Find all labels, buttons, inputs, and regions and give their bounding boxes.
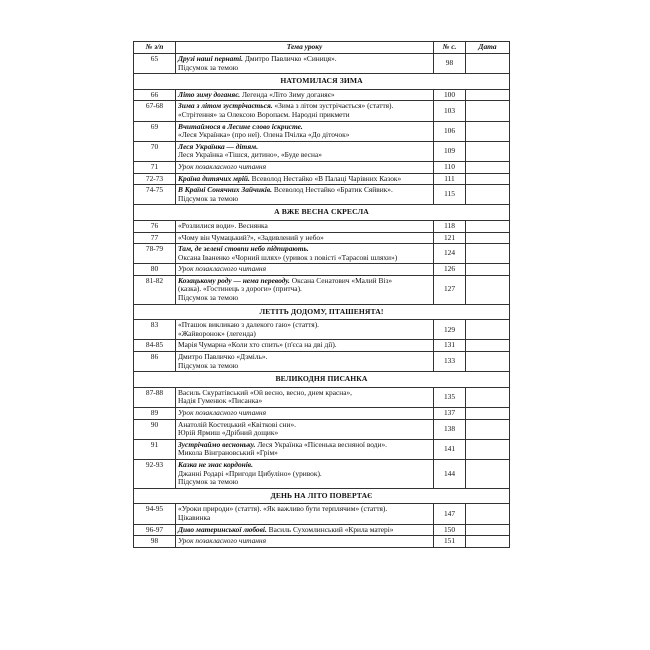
date-cell[interactable] — [466, 141, 510, 161]
lesson-topic — [176, 161, 434, 173]
section-title: А ВЖЕ ВЕСНА СКРЕСЛА — [134, 205, 510, 221]
date-cell[interactable] — [466, 419, 510, 439]
topic-line — [178, 64, 431, 73]
lesson-topic — [176, 536, 434, 548]
topic-heading: Там, де зелені стовпи небо підпирають. — [178, 244, 309, 254]
topic-text: «Жайворонок» (легенда) — [178, 328, 256, 338]
topic-heading: Зустрічаймо весноньку. — [178, 439, 256, 449]
topic-note: Урок позакласного читання — [178, 536, 267, 546]
topic-text: Підсумок за темою — [178, 477, 239, 487]
topic-text: Підсумок за темою — [178, 360, 239, 370]
lesson-number: 84-85 — [134, 340, 176, 352]
topic-text: Цікавинка — [178, 512, 211, 522]
page-number: 141 — [434, 439, 466, 459]
date-cell[interactable] — [466, 275, 510, 304]
topic-text: Підсумок за темою — [178, 193, 239, 203]
topic-heading: Вчитаймося в Лесине слово іскристе. — [178, 121, 303, 131]
date-cell[interactable] — [466, 352, 510, 372]
lesson-number: 77 — [134, 232, 176, 244]
page-number: 103 — [434, 101, 466, 121]
topic-line — [178, 111, 431, 120]
table-row — [134, 352, 510, 372]
lesson-topic — [176, 419, 434, 439]
lesson-topic — [176, 320, 434, 340]
date-cell[interactable] — [466, 121, 510, 141]
header-page: № с. — [434, 42, 466, 54]
section-title: ЛЕТІТЬ ДОДОМУ, ПТАШЕНЯТА! — [134, 304, 510, 320]
page-number: 127 — [434, 275, 466, 304]
topic-line — [178, 341, 431, 350]
topic-line — [178, 151, 431, 160]
topic-line — [178, 330, 431, 339]
topic-text: Легенда «Літо Зиму доганяє» — [240, 89, 335, 99]
topic-text: Леся Українка «Тішся, дитино», «Буде весна» — [178, 150, 322, 160]
topic-heading: Літо зиму доганяє. — [178, 89, 241, 99]
topic-line — [178, 514, 431, 523]
table-row — [134, 232, 510, 244]
header-date: Дата — [466, 42, 510, 54]
lesson-plan-table — [133, 41, 510, 548]
topic-text: Дмитро Павличко «Дзміль». — [178, 352, 268, 362]
topic-text: Підсумок за темою — [178, 293, 239, 303]
lesson-topic — [176, 275, 434, 304]
page-number: 98 — [434, 54, 466, 74]
lesson-number: 83 — [134, 320, 176, 340]
date-cell[interactable] — [466, 459, 510, 488]
table-row — [134, 504, 510, 524]
topic-text: «Розлилися води». Веснянка — [178, 220, 268, 230]
topic-note: Урок позакласного читання — [178, 408, 267, 417]
date-cell[interactable] — [466, 220, 510, 232]
date-cell[interactable] — [466, 173, 510, 185]
date-cell[interactable] — [466, 185, 510, 205]
table-row — [134, 220, 510, 232]
lesson-topic — [176, 89, 434, 101]
lesson-number: 91 — [134, 439, 176, 459]
table-row — [134, 275, 510, 304]
lesson-topic — [176, 352, 434, 372]
header-topic: Тема уроку — [176, 42, 434, 54]
lesson-topic — [176, 141, 434, 161]
topic-text: «Пташок викликаю з далекого гаю» (стаття). — [178, 320, 320, 330]
table-header-row — [134, 42, 510, 54]
page-number: 138 — [434, 419, 466, 439]
topic-text: Всеволод Нестайко «Братик Сяйвик». — [271, 185, 393, 195]
section-title: НАТОМИЛАСЯ ЗИМА — [134, 74, 510, 90]
lesson-topic — [176, 439, 434, 459]
topic-line — [178, 505, 431, 514]
topic-text: Василь Скуратівський «Ой весно, весно, днем красна», — [178, 387, 353, 397]
lesson-topic — [176, 524, 434, 536]
lesson-number: 80 — [134, 264, 176, 276]
topic-line — [178, 131, 431, 140]
lesson-number: 66 — [134, 89, 176, 101]
page-number: 106 — [434, 121, 466, 141]
table-body — [134, 54, 510, 548]
topic-text: Всеволод Нестайко «В Палаці Чарівних Казок» — [249, 173, 402, 183]
date-cell[interactable] — [466, 340, 510, 352]
page-number: 121 — [434, 232, 466, 244]
page-number: 147 — [434, 504, 466, 524]
topic-text: Надія Гуменюк «Писанка» — [178, 396, 263, 406]
section-heading-row — [134, 488, 510, 504]
lesson-number: 89 — [134, 408, 176, 420]
date-cell[interactable] — [466, 504, 510, 524]
lesson-number: 69 — [134, 121, 176, 141]
page-number: 126 — [434, 264, 466, 276]
lesson-number: 70 — [134, 141, 176, 161]
table-row — [134, 121, 510, 141]
topic-text: Леся Українка «Пісенька весняної води». — [255, 439, 387, 449]
table-row — [134, 101, 510, 121]
table-row — [134, 264, 510, 276]
lesson-number: 71 — [134, 161, 176, 173]
topic-heading: Козацькому роду — нема переводу. — [178, 275, 290, 285]
lesson-topic — [176, 340, 434, 352]
section-title: ДЕНЬ НА ЛІТО ПОВЕРТАЄ — [134, 488, 510, 504]
topic-line — [178, 163, 431, 172]
topic-text: Оксана Сенатович «Малий Віз» — [289, 275, 393, 285]
topic-text: «Стрітення» за Олексою Воропаєм. Народні прикмети — [178, 109, 350, 119]
table-row — [134, 387, 510, 407]
page-number: 118 — [434, 220, 466, 232]
topic-text: Дмитро Павличко «Синиця». — [243, 54, 337, 63]
topic-note: Урок позакласного читання — [178, 264, 267, 274]
page-number: 129 — [434, 320, 466, 340]
topic-text: Оксана Іваненко «Чорний шлях» (уривок з повісті «Тарасові шляхи») — [178, 252, 398, 262]
topic-text: «Зима з літом зустрічається» (стаття). — [272, 101, 394, 111]
topic-line — [178, 91, 431, 100]
table-row — [134, 340, 510, 352]
lesson-number: 81-82 — [134, 275, 176, 304]
topic-line — [178, 449, 431, 458]
page-number: 100 — [434, 89, 466, 101]
table-row — [134, 161, 510, 173]
table-row — [134, 89, 510, 101]
section-heading-row — [134, 372, 510, 388]
page-number: 133 — [434, 352, 466, 372]
topic-line — [178, 254, 431, 263]
section-title: ВЕЛИКОДНЯ ПИСАНКА — [134, 372, 510, 388]
page-number: 144 — [434, 459, 466, 488]
table-row — [134, 320, 510, 340]
page-number: 111 — [434, 173, 466, 185]
lesson-number: 87-88 — [134, 387, 176, 407]
topic-line — [178, 397, 431, 406]
table-row — [134, 524, 510, 536]
table-row — [134, 185, 510, 205]
section-heading-row — [134, 304, 510, 320]
header-number: № з/п — [134, 42, 176, 54]
topic-text: Анатолій Костецький «Квіткові сни». — [178, 419, 296, 429]
lesson-topic — [176, 459, 434, 488]
date-cell[interactable] — [466, 320, 510, 340]
lesson-topic — [176, 101, 434, 121]
page-number: 124 — [434, 244, 466, 264]
topic-line — [178, 175, 431, 184]
date-cell[interactable] — [466, 439, 510, 459]
topic-line — [178, 294, 431, 303]
topic-heading: Країна дитячих мрій. — [178, 173, 250, 183]
lesson-number: 65 — [134, 54, 176, 74]
lesson-number: 86 — [134, 352, 176, 372]
lesson-topic — [176, 504, 434, 524]
topic-text: (казка). «Гостинець з дороги» (притча). — [178, 284, 302, 294]
date-cell[interactable] — [466, 232, 510, 244]
lesson-plan-page — [133, 41, 509, 548]
date-cell[interactable] — [466, 89, 510, 101]
topic-heading: Зима з літом зустрічається. — [178, 101, 273, 111]
topic-heading: Леся Українка — дітям. — [178, 141, 259, 151]
topic-note: Урок позакласного читання — [178, 161, 267, 171]
date-cell[interactable] — [466, 101, 510, 121]
date-cell[interactable] — [466, 244, 510, 264]
table-row — [134, 141, 510, 161]
date-cell[interactable] — [466, 408, 510, 420]
topic-heading: Казка не знає кордонів. — [178, 459, 253, 469]
lesson-number: 78-79 — [134, 244, 176, 264]
page-number: 135 — [434, 387, 466, 407]
lesson-number: 96-97 — [134, 524, 176, 536]
lesson-topic — [176, 408, 434, 420]
lesson-number: 98 — [134, 536, 176, 548]
topic-text: Підсумок за темою — [178, 62, 239, 72]
lesson-topic — [176, 121, 434, 141]
lesson-topic — [176, 244, 434, 264]
table-row — [134, 439, 510, 459]
topic-line — [178, 429, 431, 438]
page-number: 110 — [434, 161, 466, 173]
table-row — [134, 54, 510, 74]
lesson-topic — [176, 185, 434, 205]
table-row — [134, 536, 510, 548]
topic-text: Микола Вінграновський «Грім» — [178, 448, 278, 458]
topic-line — [178, 409, 431, 418]
page-number: 109 — [434, 141, 466, 161]
lesson-number: 90 — [134, 419, 176, 439]
topic-text: Юрій Ярмиш «Дрібний дощик» — [178, 428, 279, 438]
date-cell[interactable] — [466, 387, 510, 407]
topic-line — [178, 478, 431, 487]
topic-text: «Леся Українка» (про неї). Олена Пчілка «До діточок» — [178, 130, 350, 140]
page-number: 150 — [434, 524, 466, 536]
topic-line — [178, 234, 431, 243]
topic-text: Джанні Родарі «Пригоди Цибуліно» (уривок). — [178, 468, 322, 478]
lesson-topic — [176, 54, 434, 74]
date-cell[interactable] — [466, 161, 510, 173]
topic-line — [178, 537, 431, 546]
date-cell[interactable] — [466, 524, 510, 536]
lesson-number: 67-68 — [134, 101, 176, 121]
lesson-topic — [176, 220, 434, 232]
lesson-number: 94-95 — [134, 504, 176, 524]
topic-text: «Чому він Чумацький?», «Задивлений у небо» — [178, 232, 324, 242]
page-number: 137 — [434, 408, 466, 420]
topic-line — [178, 265, 431, 274]
topic-text: Марія Чумарна «Коли хто спить» (п'єса на дві дії). — [178, 340, 337, 350]
section-heading-row — [134, 74, 510, 90]
date-cell[interactable] — [466, 54, 510, 74]
table-row — [134, 408, 510, 420]
lesson-number: 72-73 — [134, 173, 176, 185]
lesson-number: 76 — [134, 220, 176, 232]
lesson-topic — [176, 173, 434, 185]
lesson-number: 92-93 — [134, 459, 176, 488]
topic-heading: Диво материнської любові. — [178, 524, 267, 534]
table-row — [134, 244, 510, 264]
table-row — [134, 419, 510, 439]
topic-line — [178, 195, 431, 204]
page-number: 115 — [434, 185, 466, 205]
lesson-topic — [176, 232, 434, 244]
topic-line — [178, 526, 431, 535]
lesson-topic — [176, 387, 434, 407]
page-number: 131 — [434, 340, 466, 352]
topic-line — [178, 362, 431, 371]
table-row — [134, 459, 510, 488]
topic-heading: Друзі наші пернаті. — [178, 54, 244, 63]
date-cell[interactable] — [466, 264, 510, 276]
lesson-number: 74-75 — [134, 185, 176, 205]
topic-text: Василь Сухомлинський «Крила матері» — [266, 524, 394, 534]
table-row — [134, 173, 510, 185]
lesson-topic — [176, 264, 434, 276]
topic-text: «Уроки природи» (стаття). «Як важливо бути терплячим» (стаття). — [178, 504, 388, 514]
date-cell[interactable] — [466, 536, 510, 548]
section-heading-row — [134, 205, 510, 221]
page-number: 151 — [434, 536, 466, 548]
topic-line — [178, 222, 431, 231]
topic-heading: В Країні Сонячних Зайчиків. — [178, 185, 272, 195]
